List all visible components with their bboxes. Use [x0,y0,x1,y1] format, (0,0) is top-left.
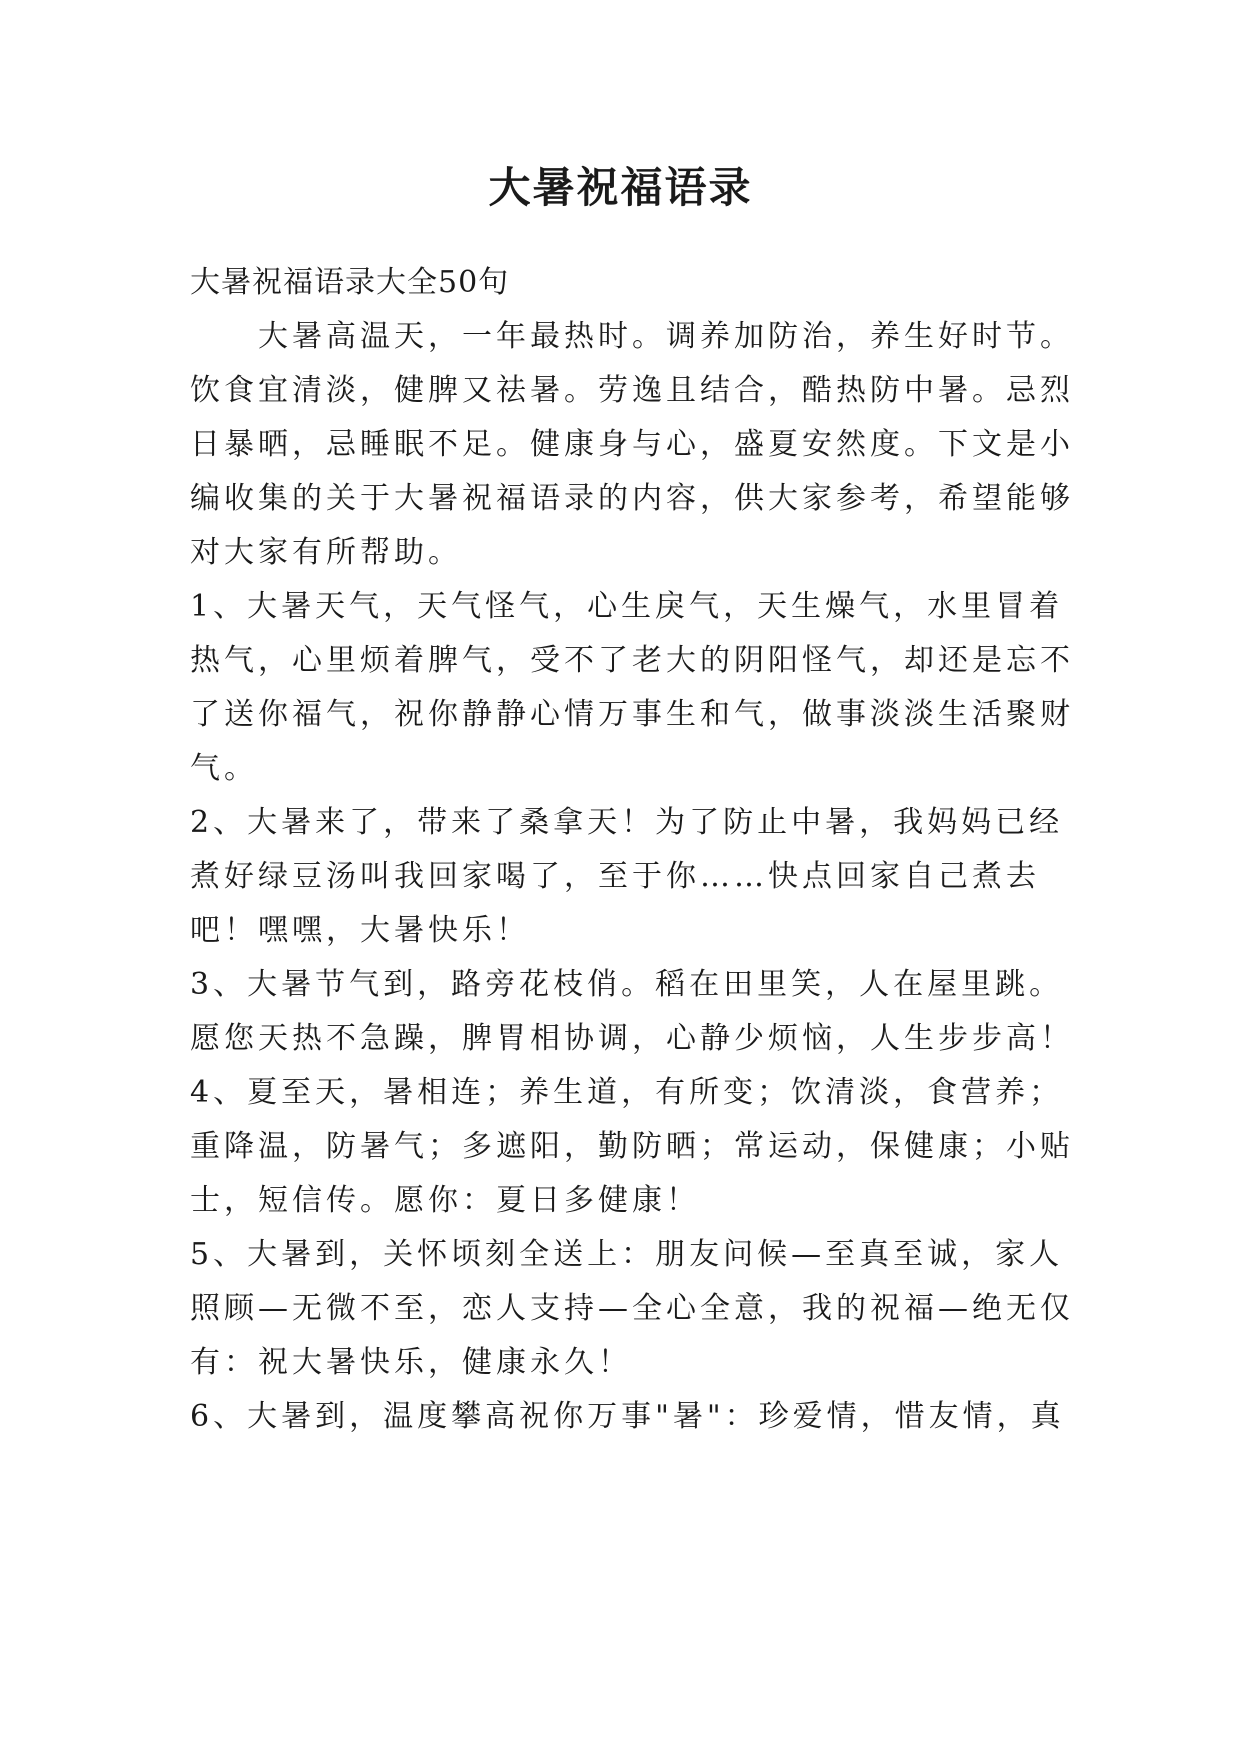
text-line: 大暑高温天，一年最热时。调养加防治，养生好时节。 [258,319,1074,354]
text-line: 3、大暑节气到，路旁花枝俏。稻在田里笑，人在屋里跳。 [190,967,1064,1002]
text-line: 照顾—无微不至，恋人支持—全心全意，我的祝福—绝无仅 [190,1291,1074,1326]
text-line: 日暴晒，忌睡眠不足。健康身与心，盛夏安然度。下文是小 [190,427,1074,462]
text-line: 饮食宜清淡，健脾又祛暑。劳逸且结合，酷热防中暑。忌烈 [190,373,1074,408]
text-line: 1、大暑天气，天气怪气，心生戾气，天生燥气，水里冒着 [190,589,1064,624]
text-line: 重降温，防暑气；多遮阳，勤防晒；常运动，保健康；小贴 [190,1129,1074,1164]
text-line: 愿您天热不急躁，脾胃相协调，心静少烦恼，人生步步高！ [190,1021,1074,1056]
text-line: 吧！嘿嘿，大暑快乐！ [190,913,530,948]
text-line: 2、大暑来了，带来了桑拿天！为了防止中暑，我妈妈已经 [190,805,1064,840]
text-line: 6、大暑到，温度攀高祝你万事"暑"：珍爱情，惜友情，真 [190,1399,1065,1434]
text-line: 5、大暑到，关怀顷刻全送上：朋友问候—至真至诚，家人 [190,1237,1064,1272]
text-line: 热气，心里烦着脾气，受不了老大的阴阳怪气，却还是忘不 [190,643,1074,678]
document-title: 大暑祝福语录 [488,163,753,212]
subtitle-line: 大暑祝福语录大全50句 [190,265,510,300]
text-line: 士，短信传。愿你：夏日多健康！ [190,1183,700,1218]
text-line: 有：祝大暑快乐，健康永久！ [190,1345,632,1380]
text-line: 4、夏至天，暑相连；养生道，有所变；饮清淡，食营养； [190,1075,1064,1110]
text-line: 对大家有所帮助。 [190,535,462,570]
text-line: 了送你福气，祝你静静心情万事生和气，做事淡淡生活聚财 [190,697,1074,732]
text-line: 编收集的关于大暑祝福语录的内容，供大家参考，希望能够 [190,481,1074,516]
text-line: 气。 [190,751,258,786]
text-line: 煮好绿豆汤叫我回家喝了，至于你……快点回家自己煮去 [190,859,1040,894]
